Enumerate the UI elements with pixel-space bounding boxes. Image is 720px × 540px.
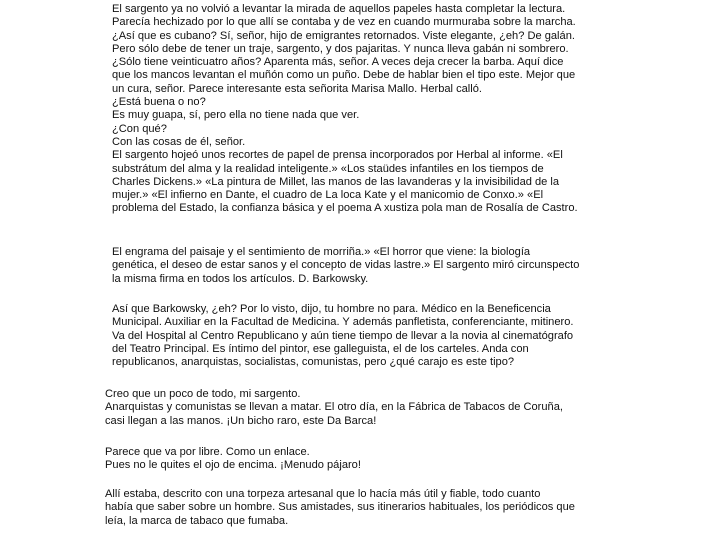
- text-line: problema del Estado, la confianza básica y el poema A xustiza pola man de Rosalía de Castro.: [112, 202, 578, 215]
- text-line: Charles Dickens.» «La pintura de Millet, las manos de las lavanderas y la invisibilidad de la: [112, 175, 560, 188]
- text-line: mujer.» «El infierno en Dante, el cuadro de La loca Kate y el manicomio de Conxo.» «El: [112, 189, 544, 202]
- text-line: Así que Barkowsky, ¿eh? Por lo visto, dijo, tu hombre no para. Médico en la Beneficencia: [112, 303, 551, 315]
- paragraph-4: [105, 388, 617, 428]
- paragraph-3: [112, 303, 617, 369]
- text-line: había que saber sobre un hombre. Sus amistades, sus itinerarios habituales, los periódicos que: [105, 501, 575, 514]
- text-line: El engrama del paisaje y el sentimiento de morriña.» «El horror que viene: la biología: [112, 246, 531, 258]
- text-line: El sargento hojeó unos recortes de papel de prensa incorporados por Herbal al informe. «El: [112, 149, 563, 162]
- text-line: casi llegan a las manos. ¡Un bicho raro, este Da Barca!: [105, 414, 377, 427]
- text-line: Es muy guapa, sí, pero ella no tiene nada que ver.: [112, 109, 360, 122]
- text-line: genética, el deseo de estar sanos y el concepto de vidas lastre.» El sargento miró circunspecto: [112, 259, 580, 272]
- text-line: republicanos, anarquistas, socialistas, comunistas, pero ¿qué carajo es este tipo?: [112, 356, 515, 369]
- paragraph-1: [112, 3, 617, 216]
- text-line: del Teatro Principal. Es íntimo del pintor, ese galleguista, el de los carteles. Anda con: [112, 342, 529, 355]
- text-line: Allí estaba, descrito con una torpeza artesanal que lo hacía más útil y fiable, todo cuanto: [105, 488, 541, 500]
- text-line: Pues no le quites el ojo de encima. ¡Menudo pájaro!: [105, 459, 361, 472]
- paragraph-6: [105, 488, 617, 528]
- text-line: Municipal. Auxiliar en la Facultad de Medicina. Y además panfletista, conferenciante, mitinero.: [112, 316, 574, 329]
- text-line: Con las cosas de él, señor.: [112, 135, 246, 148]
- text-line: Va del Hospital al Centro Republicano y aún tiene tiempo de llevar a la novia al cinematógrafo: [112, 329, 574, 342]
- text-line: que los mancos levantan el muñón como un puño. Debe de hablar bien el tipo este. Mejor que: [112, 69, 576, 82]
- text-line: Creo que un poco de todo, mi sargento.: [105, 388, 301, 400]
- text-line: Parecía hechizado por lo que allí se contaba y de vez en cuando murmuraba sobre la marcha.: [112, 16, 576, 29]
- text-line: ¿Está buena o no?: [112, 96, 206, 109]
- text-line: substrátum del alma y la realidad inteligente.» «Los staüdes infantiles en los tiempos de: [112, 162, 544, 175]
- text-line: ¿Así que es cubano? Sí, señor, hijo de emigrantes retornados. Viste elegante, ¿eh? De galán.: [112, 29, 575, 42]
- text-line: Anarquistas y comunistas se llevan a matar. El otro día, en la Fábrica de Tabacos de Coruña,: [105, 401, 563, 414]
- paragraph-5: [105, 446, 617, 473]
- text-line: Parece que va por libre. Como un enlace.: [105, 446, 310, 458]
- text-line: ¿Con qué?: [112, 122, 167, 135]
- paragraph-2: [112, 246, 617, 286]
- text-line: un cura, señor. Parece interesante esta señorita Marisa Mallo. Herbal calló.: [112, 82, 482, 95]
- text-line: El sargento ya no volvió a levantar la mirada de aquellos papeles hasta completar la lectura.: [112, 3, 566, 15]
- text-line: la misma firma en todos los artículos. D. Barkowsky.: [112, 272, 369, 285]
- text-line: Pero sólo debe de tener un traje, sargento, y dos pajaritas. Y nunca lleva gabán ni sombrero.: [112, 42, 569, 55]
- text-line: leía, la marca de tabaco que fumaba.: [105, 514, 289, 527]
- text-line: ¿Sólo tiene veinticuatro años? Aparenta más, señor. A veces deja crecer la barba. Aquí dice: [112, 56, 564, 69]
